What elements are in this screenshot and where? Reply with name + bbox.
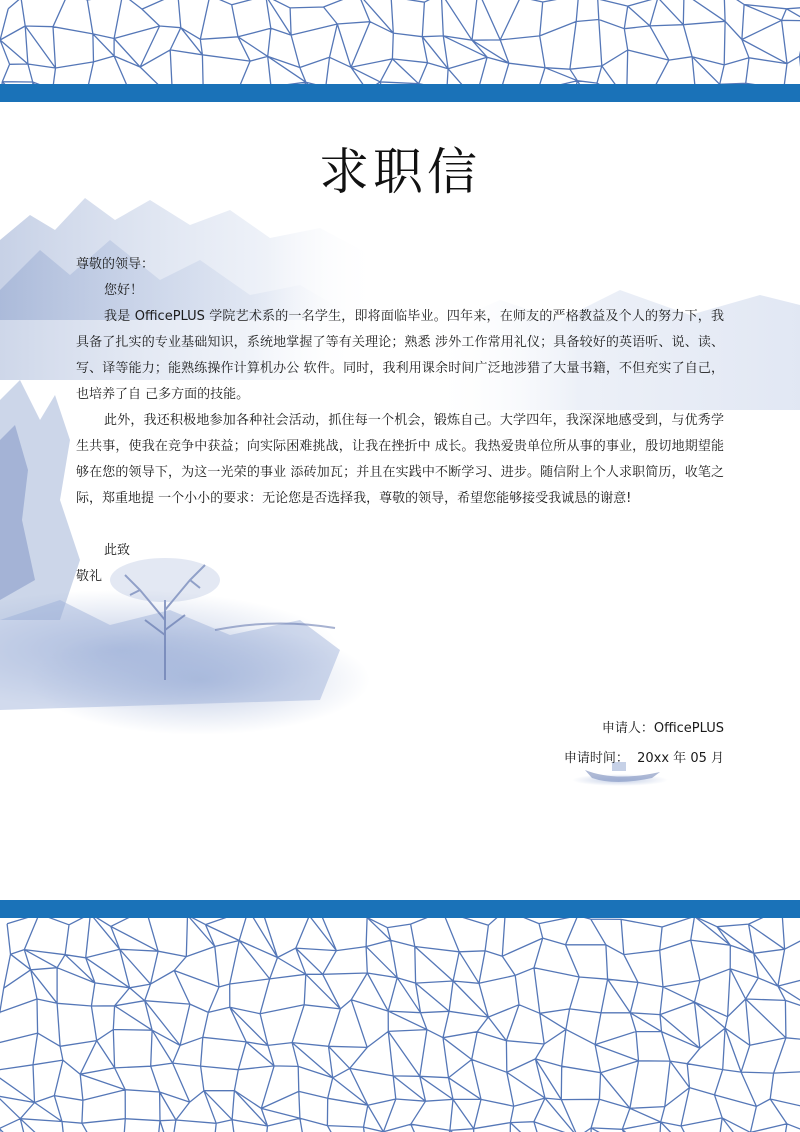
mosaic-pattern-graphic (0, 0, 800, 84)
applicant-line: 申请人：OfficePLUS (601, 721, 724, 736)
date-line: 申请时间： 20xx 年 05 月 (563, 751, 724, 766)
bottom-mosaic-pattern (0, 918, 800, 1132)
letter-title: 求职信 (319, 143, 481, 201)
closing-cizhi: 此致 (104, 543, 131, 558)
body-paragraph-2: 此外，我还积极地参加各种社会活动，抓住每一个机会，锻炼自己。大学四年，我深深地感受到，与优秀学生共事，使我在竞争中获益；向实际困难挑战，让我在挫折中 成长。我热爱贵单位所从事的事业，殷切地期望能够在您的领导下，为这一光荣的事业 添砖加瓦；并且在实践中不断学习、进步。随信附上个人求职简历，收笔之际，郑重地提 一个小小的要求：无论您是否选择我，尊敬的领导，希望您能够接受我诚恳的谢意! (76, 413, 724, 506)
salutation: 尊敬的领导： (76, 257, 155, 272)
spacer (76, 512, 724, 538)
mosaic-pattern-graphic (0, 918, 800, 1132)
closing-jingli: 敬礼 (76, 569, 103, 584)
greeting: 您好！ (104, 283, 144, 298)
body-paragraph-1: 我是 OfficePLUS 学院艺术系的一名学生，即将面临毕业。四年来，在师友的严格教益及个人的努力下，我具备了扎实的专业基础知识，系统地掌握了等有关理论；熟悉 涉外工作常用礼仪；具备较好的英语听、说、读、写、译等能力；能熟练操作计算机办公 软件。同时，我利用课余时间广泛地涉猎了大量书籍，不但充实了自己，也培养了自 己多方面的技能。 (76, 309, 724, 402)
bottom-blue-band (0, 900, 800, 918)
top-mosaic-pattern (0, 0, 800, 84)
mosaic-lines (0, 918, 800, 1132)
mosaic-lines (0, 0, 800, 84)
letter-body (76, 252, 724, 590)
top-blue-band (0, 84, 800, 102)
